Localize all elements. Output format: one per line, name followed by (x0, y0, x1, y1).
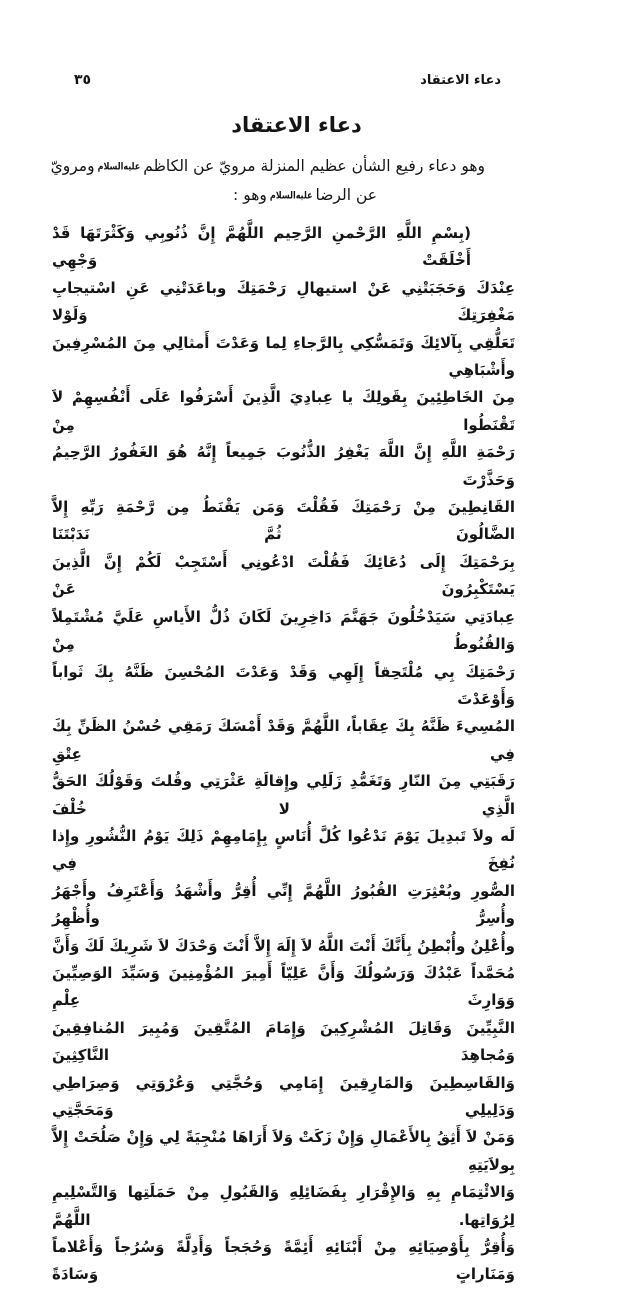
duaa-line: تَعَلُّقِي بِآلائِكَ وَتَمَسُّكِي بِالرَّجاءِ لِما وَعَدْتَ أَمثالِي مِنَ المُسْرِفِينَ وأَشْبَاهِي (52, 333, 515, 380)
intro-line-1-text: وهو دعاء رفيع الشأن عظيم المنزلة مرويّ عن الكاظم (143, 157, 485, 175)
duaa-line: بِرَحْمَتِكَ إِلَى دُعَائِكَ فَقُلْتَ ادْعُونِي أَسْتَجِبْ لَكُمْ إِنَّ الَّذِينَ يَسْتَكْبِرُونَ عَنْ (52, 552, 515, 599)
duaa-line: النَّبِيِّينَ وَقَاتِلَ المُشْرِكِينَ وَإِمَامَ المُتَّقِينَ وَمُبِيرَ المُنافِقِينَ وَمُجاهِدَ النَّاكِثِينَ (52, 1018, 515, 1065)
duaa-line: مُحَمَّداً عَبْدُكَ وَرَسُولُكَ وَأَنَّ عَلِيّاً أَمِيرَ المُؤْمِنِينَ وَسَيِّدَ الوَصِيِّينَ وَوَارِثَ عِلْمِ (52, 963, 515, 1010)
intro-line-2 (52, 181, 515, 210)
duaa-line: عِبادَتِي سَيَدْخُلُونَ جَهَنَّمَ دَاخِرِينَ لَكَانَ ذُلُّ الأَياسِ عَلَيَّ مُشْتَمِلاً وَالقُنُوطُ مِنْ (52, 607, 515, 654)
duaa-line: وَأُقِرُّ بِأَوْصِيَائِهِ مِنْ أَبْنَائِهِ أَئِمَّةً وَحُجَجاً وَأَدِلَّةً وَسُرُجاً وَأَعْلاماً وَمَنَاراتٍ وَسَادَةً (52, 1238, 515, 1284)
duaa-line: وَمَنْ لاَ أَثِقُ بِالأَعْمَالِ وَإِنْ زَكَتْ وَلاَ أَرَاهَا مُنْجِيَةً لِي وَإِنْ صَلُحَتْ إِلاَّ بِولاَيَتِهِ (52, 1128, 515, 1174)
duaa-line: رَقَبَتِي مِنَ النّارِ وَتَغَمُّدِ زَلَلِي وإِقالَةِ عَثْرَتِي وقُلتَ وَقَوْلُكَ الحَقُّ الَّذِي لا خُلْفَ (52, 772, 515, 818)
intro-line-1 (52, 152, 515, 181)
duaa-line: مِنَ الخَاطِئِينَ بِقَولِكَ يا عِبادِيَ الَّذِينَ أَسْرَفُوا عَلَى أَنْفُسِهِمْ لاَ تَقْنَطُوا مِنْ (52, 388, 515, 434)
duaa-line: (بِسْمِ اللَّهِ الرَّحْمنِ الرَّحِيم اللَّهُمَّ إِنَّ ذُنُوبِي وَكَثْرَتَهَا قَدْ أَخْلَقَتْ وَجْهِي (52, 224, 471, 270)
duaa-line: رَحْمَتِكَ بِي مُلْتَحِقاً إِلَهِي وَقَدْ وَعَدْتَ المُحْسِنَ ظَنَّهُ بِكَ ثَواباً وَأَوْعَدْتَ (52, 662, 515, 708)
duaa-line: لَه ولاَ تَبدِيلَ يَوْمَ نَدْعُوا كُلَّ أُنَاسٍ بِإِمَامِهِمْ ذَلِكَ يَوْمُ النُّشُورِ وإِذا نُفِخَ فِي (52, 826, 515, 873)
page-header (52, 72, 515, 88)
duaa-line: رَحْمَةِ اللَّهِ إِنَّ اللَّهَ يَغْفِرُ الذُّنُوبَ جَمِيعاً إِنَّهُ هُوَ الغَفُورُ الرَّحِيمُ وَحَذَّرْتَ (52, 443, 515, 489)
duaa-line: القَانِطِينَ مِنْ رَحْمَتِكَ فَقُلْتَ وَمَن يَقْنَطُ مِن رَّحْمَةِ رَبِّهِ إِلاَّ الضَّالُونَ ثُمَّ نَدَبْتَنَا (52, 498, 515, 544)
intro-line-2-text: عن الرضا (315, 186, 377, 204)
intro-line-1-cont: ومرويّ (50, 157, 95, 175)
duaa-line: وَالائْتِمَامِ بِهِ وَالإِقْرَارِ بِفَضَائِلِهِ وَالقَبُولِ مِنْ حَمَلَتِها وَالتَّسْلِيمِ لِرُوَاتِها. اللَّهُمَّ (52, 1183, 515, 1229)
honorific-symbol: عليه‌السلام (269, 189, 313, 201)
duaa-line: وَالقَاسِطِينَ وَالمَارِقِينَ إِمَامِي وَحُجَّتِي وَعُرْوَتِي وَصِرَاطِي وَدَلِيلِي وَمَحَجَّتِي (52, 1073, 515, 1119)
duaa-line: الصُّورِ وبُعْثِرَتِ القُبُورُ اللَّهُمَّ إِنِّي أُقِرُّ وأَشْهَدُ وَأَعْتَرِفُ وأَجْهَرُ وأُسِرُّ وأُظْهِرُ (52, 881, 515, 928)
honorific-symbol: عليه‌السلام (97, 160, 141, 172)
page-title: دعاء الاعتقاد (231, 113, 362, 137)
intro-line-2-cont: وهو : (233, 186, 267, 204)
duaa-line: المُسِيءَ ظَنَّهُ بِكَ عِقَاباً، اللَّهُمَّ وَقَدْ أَمْسَكَ رَمَقِي حُسْنُ الظَنِّ بِكَ فِي عِتْقِ (52, 717, 515, 763)
duaa-line: عِنْدَكَ وَحَجَبَتْنِي عَنْ استيهالِ رَحْمَتِكَ وباعَدَتْنِي عَنِ اسْتيجابِ مَغْفِرَتِكَ وَلَوْلا (52, 278, 515, 325)
page-number: ٣٥ (74, 72, 92, 88)
running-header: دعاء الاعتقاد (420, 73, 501, 88)
duaa-line: وأُعْلِنُ وأُبْطِنُ بِأَنَّكَ أَنْتَ اللَّهُ لاَ إِلَهَ إِلاَّ أَنْتَ وَحْدَكَ لاَ شَرِيكَ لَكَ وَأَنَّ (52, 936, 515, 955)
duaa-text-block (52, 220, 515, 1289)
